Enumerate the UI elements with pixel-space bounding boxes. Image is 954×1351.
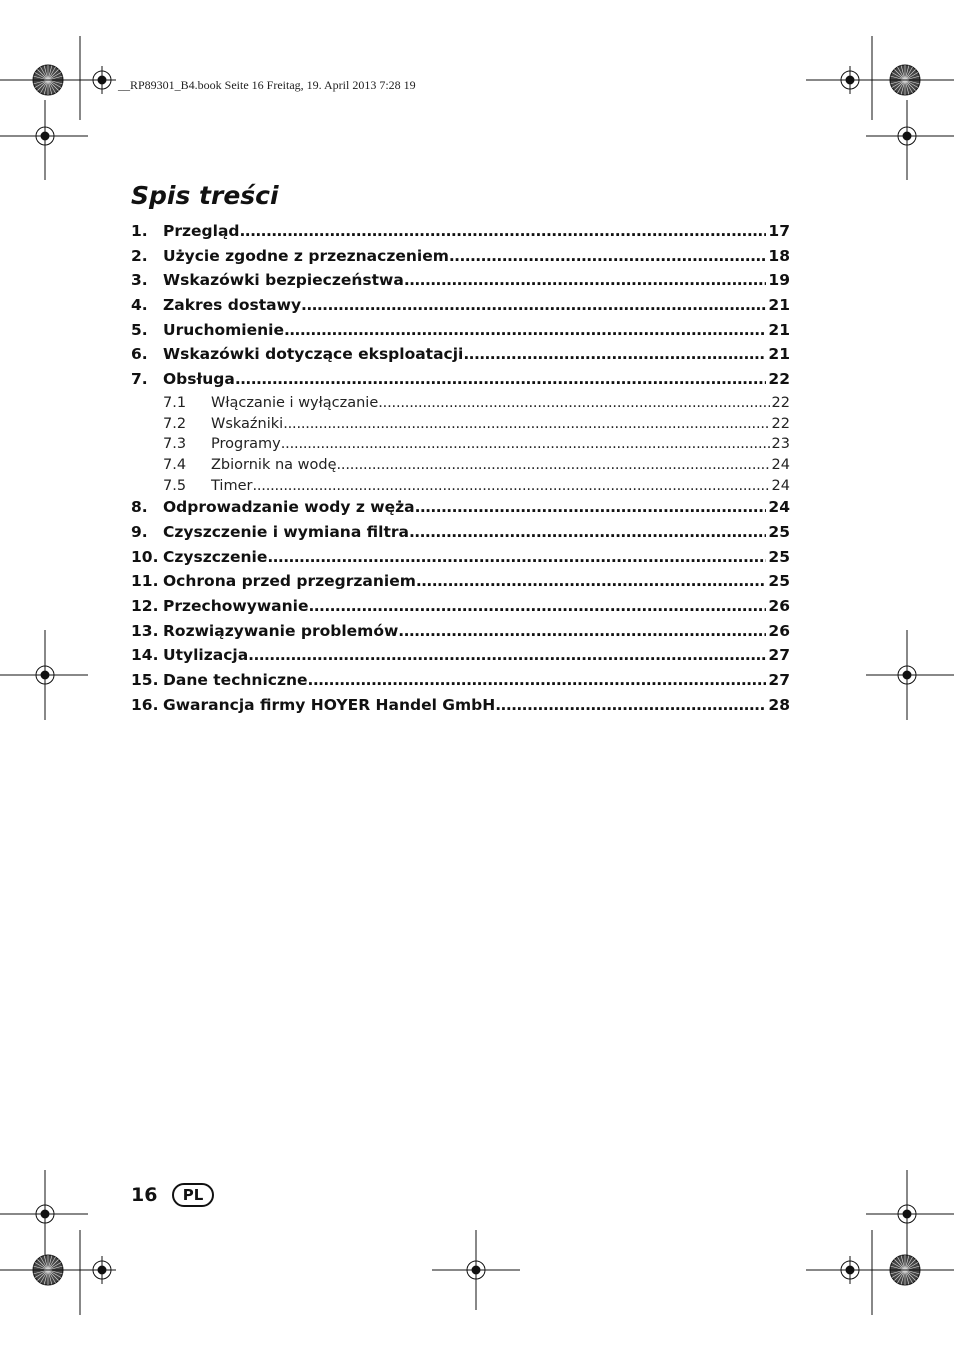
starburst-ray [48, 80, 62, 84]
toc-entry[interactable] [131, 247, 790, 272]
toc-dot-leader [283, 416, 769, 432]
toc-entry[interactable] [131, 523, 790, 548]
toc-entry[interactable] [131, 548, 790, 573]
toc-entry-number: 6. [131, 345, 148, 364]
toc-entry[interactable] [131, 271, 790, 296]
registration-target-icon [841, 1261, 859, 1279]
toc-entry-label: Wskazówki bezpieczeństwa [163, 271, 404, 290]
starburst-ray [905, 1256, 909, 1270]
toc-entry[interactable] [131, 478, 790, 499]
starburst-ray [894, 1270, 905, 1281]
starburst-ray [901, 1270, 905, 1284]
toc-entry-page: 21 [768, 345, 790, 364]
registration-target-icon [36, 127, 54, 145]
starburst-ray [48, 66, 52, 80]
toc-dot-leader [409, 523, 766, 541]
registration-target-center [98, 76, 106, 84]
starburst-ray [894, 80, 905, 91]
toc-entry-label: Przegląd [163, 222, 240, 240]
toc-dot-leader [378, 395, 769, 411]
starburst-ray [905, 1270, 913, 1283]
registration-target-center [472, 1266, 480, 1274]
starburst-ray [894, 69, 905, 80]
toc-entry-number: 1. [131, 222, 148, 240]
registration-target-icon [467, 1261, 485, 1279]
starburst-ray [892, 1263, 905, 1271]
toc-entry-page: 28 [768, 695, 790, 714]
registration-target-icon [841, 71, 859, 89]
toc-dot-leader [404, 271, 767, 289]
starburst-ray [48, 80, 56, 93]
starburst-ray [48, 1259, 59, 1270]
toc-dot-leader [398, 622, 766, 640]
print-header-info: __RP89301_B4.book Seite 16 Freitag, 19. April 2013 7:28 19 [118, 78, 416, 92]
toc-entry[interactable] [131, 416, 790, 437]
toc-entry[interactable] [131, 572, 790, 597]
toc-entry[interactable] [131, 321, 790, 346]
toc-entry-number: 14. [131, 646, 159, 665]
starburst-ray [34, 76, 48, 80]
toc-entry-label: Ochrona przed przegrzaniem [163, 572, 416, 591]
starburst-ray [905, 69, 916, 80]
starburst-ray [44, 66, 48, 80]
toc-entry-page: 17 [768, 222, 790, 240]
toc-entry-label: Zbiornik na wodę [211, 456, 337, 473]
toc-entry-number: 16. [131, 695, 159, 714]
starburst-ray [34, 1270, 48, 1274]
starburst-ray [48, 1270, 62, 1274]
starburst-ray [48, 76, 62, 80]
registration-target-center [903, 671, 911, 679]
toc-entry-page: 21 [768, 320, 790, 339]
starburst-ray [905, 1270, 909, 1284]
toc-dot-leader [415, 498, 767, 516]
starburst-ray [48, 1270, 56, 1283]
color-bar-starburst-icon [33, 1255, 63, 1285]
toc-entry[interactable] [131, 498, 790, 523]
toc-entry-page: 27 [768, 646, 790, 665]
starburst-ray [905, 1270, 918, 1278]
toc-entry-label: Czyszczenie i wymiana filtra [163, 522, 409, 541]
toc-entry-page: 25 [768, 572, 790, 591]
toc-entry-page: 26 [768, 597, 790, 615]
toc-dot-leader [281, 436, 770, 452]
toc-entry-page: 27 [768, 671, 790, 690]
toc-entry-label: Rozwiązywanie problemów [163, 621, 399, 640]
starburst-ray [892, 80, 905, 88]
starburst-ray [905, 66, 909, 80]
toc-entry-number: 11. [131, 572, 159, 591]
toc-entry-page: 25 [768, 522, 790, 541]
starburst-ray [48, 1270, 61, 1278]
registration-target-center [846, 76, 854, 84]
toc-entry-label: Dane techniczne [163, 671, 308, 690]
starburst-ray [901, 66, 905, 80]
starburst-ray [901, 1256, 905, 1270]
registration-target-icon [36, 1205, 54, 1223]
starburst-ray [905, 76, 919, 80]
toc-entry[interactable] [131, 345, 790, 370]
toc-dot-leader [495, 696, 766, 714]
toc-entry[interactable] [131, 222, 790, 247]
toc-entry-number: 7.5 [163, 477, 187, 494]
toc-entry-page: 22 [771, 415, 790, 432]
starburst-ray [898, 80, 906, 93]
toc-entry-page: 24 [771, 477, 790, 494]
starburst-ray [894, 1259, 905, 1270]
toc-dot-leader [308, 597, 766, 615]
toc-dot-leader [248, 646, 766, 664]
toc-entry-label: Włączanie i wyłączanie [211, 394, 379, 411]
starburst-ray [41, 80, 49, 93]
toc-dot-leader [463, 345, 766, 363]
starburst-ray [44, 1256, 48, 1270]
toc-entry-label: Czyszczenie [163, 547, 268, 566]
starburst-ray [905, 67, 913, 80]
starburst-ray [891, 76, 905, 80]
toc-dot-leader [284, 321, 766, 339]
toc-entry-label: Wskaźniki [211, 415, 284, 432]
starburst-ray [44, 1270, 48, 1284]
toc-entry[interactable] [131, 671, 790, 696]
starburst-ray [905, 1259, 916, 1270]
toc-entry[interactable] [131, 370, 790, 395]
toc-dot-leader [252, 478, 769, 494]
registration-target-icon [93, 71, 111, 89]
starburst-ray [892, 1270, 905, 1278]
starburst-ray [905, 80, 913, 93]
page-number: 16 [131, 1184, 158, 1206]
starburst-ray [48, 80, 52, 94]
starburst-ray [48, 1256, 52, 1270]
toc-entry-page: 23 [771, 436, 790, 453]
toc-dot-leader [267, 548, 766, 566]
starburst-ray [48, 80, 61, 88]
starburst-ray [48, 1270, 52, 1284]
toc-entry-number: 12. [131, 597, 159, 615]
toc-entry[interactable] [131, 436, 790, 457]
table-of-contents [131, 222, 790, 720]
starburst-ray [898, 1257, 906, 1270]
starburst-ray [48, 1266, 62, 1270]
toc-entry[interactable] [131, 597, 790, 622]
toc-entry-page: 24 [771, 456, 790, 473]
starburst-ray [905, 1257, 913, 1270]
starburst-ray [905, 73, 918, 81]
starburst-ray [905, 1266, 919, 1270]
starburst-ray [901, 80, 905, 94]
toc-entry-number: 10. [131, 547, 159, 566]
starburst-ray [34, 80, 48, 84]
toc-entry-number: 7. [131, 370, 148, 389]
starburst-ray [905, 80, 909, 94]
starburst-ray [34, 1266, 48, 1270]
toc-entry-label: Timer [211, 477, 253, 494]
registration-target-center [41, 132, 49, 140]
toc-entry-number: 7.4 [163, 456, 187, 473]
toc-entry[interactable] [131, 296, 790, 321]
toc-entry[interactable] [131, 646, 790, 671]
toc-entry-label: Obsługa [163, 370, 235, 389]
starburst-ray [905, 80, 918, 88]
starburst-ray [48, 67, 56, 80]
registration-target-icon [36, 666, 54, 684]
toc-entry-label: Odprowadzanie wody z węża [163, 498, 415, 517]
language-badge: PL [172, 1183, 214, 1207]
starburst-ray [48, 73, 61, 81]
toc-dot-leader [301, 296, 766, 314]
toc-entry-page: 21 [768, 296, 790, 315]
toc-entry-label: Przechowywanie [163, 597, 309, 615]
toc-entry-number: 5. [131, 320, 148, 339]
toc-dot-leader [416, 572, 767, 590]
toc-entry-page: 26 [768, 621, 790, 640]
starburst-ray [48, 1270, 59, 1281]
starburst-ray [905, 80, 919, 84]
starburst-ray [37, 1270, 48, 1281]
toc-entry-page: 18 [768, 246, 790, 265]
starburst-ray [905, 80, 916, 91]
starburst-ray [35, 80, 48, 88]
registration-target-center [41, 671, 49, 679]
toc-dot-leader [449, 247, 767, 265]
toc-entry-page: 25 [768, 547, 790, 566]
toc-entry-label: Programy [211, 436, 281, 453]
toc-entry-number: 7.1 [163, 394, 187, 411]
toc-entry-number: 15. [131, 671, 159, 690]
starburst-ray [35, 1270, 48, 1278]
starburst-ray [891, 1266, 905, 1270]
color-bar-starburst-icon [890, 65, 920, 95]
starburst-ray [37, 1259, 48, 1270]
starburst-ray [41, 1270, 49, 1283]
starburst-ray [898, 1270, 906, 1283]
toc-entry-number: 7.3 [163, 436, 187, 453]
starburst-ray [891, 80, 905, 84]
starburst-ray [905, 1263, 918, 1271]
registration-target-icon [93, 1261, 111, 1279]
toc-entry-number: 9. [131, 522, 148, 541]
starburst-ray [905, 1270, 919, 1274]
toc-entry-number: 3. [131, 271, 148, 290]
starburst-ray [48, 69, 59, 80]
toc-entry-label: Uruchomienie [163, 320, 284, 339]
registration-target-center [41, 1210, 49, 1218]
toc-entry-number: 13. [131, 621, 159, 640]
registration-target-center [903, 132, 911, 140]
toc-dot-leader [337, 457, 770, 473]
toc-dot-leader [240, 222, 767, 240]
starburst-ray [898, 67, 906, 80]
toc-entry[interactable] [131, 395, 790, 416]
toc-entry-page: 22 [771, 394, 790, 411]
starburst-ray [48, 1263, 61, 1271]
starburst-ray [35, 1263, 48, 1271]
toc-entry-label: Użycie zgodne z przeznaczeniem [163, 246, 449, 265]
starburst-ray [891, 1270, 905, 1274]
color-bar-starburst-icon [33, 65, 63, 95]
registration-target-icon [898, 1205, 916, 1223]
toc-dot-leader [308, 671, 767, 689]
starburst-ray [48, 80, 59, 91]
toc-entry[interactable] [131, 622, 790, 647]
page-title: Spis treści [131, 181, 279, 210]
starburst-ray [892, 73, 905, 81]
registration-target-center [903, 1210, 911, 1218]
starburst-ray [48, 1257, 56, 1270]
starburst-ray [44, 80, 48, 94]
starburst-ray [35, 73, 48, 81]
toc-entry-number: 2. [131, 246, 148, 265]
registration-target-icon [898, 666, 916, 684]
toc-entry-page: 19 [768, 271, 790, 290]
registration-target-icon [898, 127, 916, 145]
starburst-ray [37, 69, 48, 80]
starburst-ray [905, 1270, 916, 1281]
registration-target-center [98, 1266, 106, 1274]
color-bar-starburst-icon [890, 1255, 920, 1285]
toc-dot-leader [235, 370, 767, 388]
toc-entry-page: 22 [768, 370, 790, 389]
toc-entry-number: 8. [131, 498, 148, 517]
toc-entry-number: 7.2 [163, 415, 187, 432]
toc-entry-label: Wskazówki dotyczące eksploatacji [163, 345, 464, 364]
toc-entry-page: 24 [768, 498, 790, 517]
toc-entry[interactable] [131, 696, 790, 721]
toc-entry-label: Zakres dostawy [163, 296, 302, 315]
toc-entry-label: Utylizacja [163, 646, 249, 665]
starburst-ray [41, 1257, 49, 1270]
toc-entry[interactable] [131, 457, 790, 478]
starburst-ray [41, 67, 49, 80]
toc-entry-number: 4. [131, 296, 148, 315]
toc-entry-label: Gwarancja firmy HOYER Handel GmbH [163, 695, 496, 714]
registration-target-center [846, 1266, 854, 1274]
starburst-ray [37, 80, 48, 91]
